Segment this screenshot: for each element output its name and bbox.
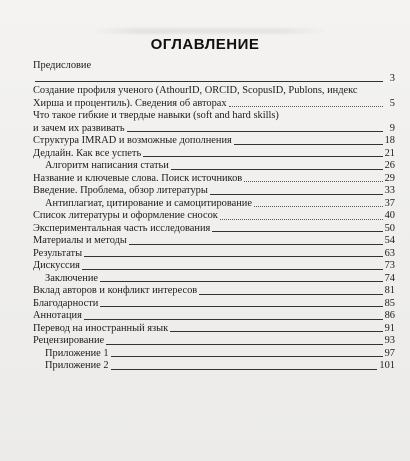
- toc-page-number: 101: [379, 360, 395, 371]
- toc-entry-title: Аннотация: [33, 310, 82, 321]
- toc-leader: [111, 369, 378, 370]
- table-of-contents: [33, 60, 395, 373]
- toc-leader: [254, 206, 383, 207]
- toc-page-number: 9: [389, 122, 395, 134]
- toc-entry[interactable]: [33, 173, 395, 186]
- toc-entry-title-first-line: Что такое гибкие и твердые навыки (soft and hard skills): [33, 110, 279, 121]
- bleed-through-text: [90, 28, 330, 34]
- toc-entry-title: Экспериментальная часть исследования: [33, 222, 211, 234]
- toc-page-number: 50: [384, 222, 395, 234]
- toc-leader: [229, 106, 383, 107]
- toc-entry[interactable]: [33, 298, 395, 311]
- toc-entry[interactable]: [33, 310, 395, 323]
- toc-page-number: 37: [384, 197, 395, 209]
- toc-entry[interactable]: [33, 160, 395, 173]
- toc-leader: [100, 306, 382, 307]
- toc-page-number: 29: [384, 172, 395, 184]
- toc-entry[interactable]: [33, 348, 395, 361]
- toc-page-number: 26: [384, 160, 395, 171]
- toc-entry-title: Перевод на иностранный язык: [33, 322, 169, 334]
- toc-leader: [171, 169, 383, 170]
- toc-leader: [143, 156, 382, 157]
- toc-page-number: 81: [384, 285, 395, 296]
- toc-entry-title: Благодарности: [33, 297, 99, 309]
- toc-entry-title-first-line: Создание профиля ученого (AthourID, ORCID, ScopusID, Publons, индекс: [33, 85, 358, 96]
- toc-page-number: 63: [384, 247, 395, 259]
- toc-entry-title: Приложение 2: [45, 360, 109, 371]
- toc-entry[interactable]: [33, 235, 395, 248]
- toc-entry-title: Заключение: [45, 272, 98, 284]
- toc-leader: [35, 81, 383, 82]
- toc-entry[interactable]: [33, 110, 395, 135]
- toc-entry-title: Рецензирование: [33, 335, 105, 346]
- toc-entry-title: Антиплагиат, цитирование и самоцитирование: [45, 197, 252, 209]
- toc-entry-title: Введение. Проблема, обзор литературы: [33, 185, 208, 196]
- toc-entry[interactable]: [33, 223, 395, 236]
- toc-leader: [234, 144, 383, 145]
- toc-entry[interactable]: [33, 198, 395, 211]
- toc-page-number: 85: [384, 297, 395, 309]
- toc-leader: [220, 219, 383, 220]
- toc-entry[interactable]: [33, 210, 395, 223]
- toc-leader: [111, 356, 383, 357]
- toc-page-number: 33: [384, 185, 395, 196]
- toc-page-number: 54: [384, 235, 395, 246]
- toc-leader: [210, 194, 383, 195]
- toc-entry[interactable]: [33, 285, 395, 298]
- toc-entry[interactable]: [33, 148, 395, 161]
- toc-leader: [170, 331, 382, 332]
- toc-entry[interactable]: [33, 273, 395, 286]
- toc-entry-title: и зачем их развивать: [33, 122, 125, 134]
- toc-leader: [127, 131, 383, 132]
- toc-page-number: 18: [384, 135, 395, 146]
- page-title: ОГЛАВЛЕНИЕ: [150, 36, 260, 53]
- toc-page-number: 91: [384, 322, 395, 334]
- toc-page-number: 97: [384, 347, 395, 359]
- toc-page-number: 93: [384, 335, 395, 346]
- toc-entry-title-first-line: Предисловие: [33, 60, 92, 71]
- toc-entry[interactable]: [33, 335, 395, 348]
- toc-entry-title: Материалы и методы: [33, 235, 127, 246]
- toc-entry-title: Дискуссия: [33, 260, 80, 271]
- toc-entry-title: Дедлайн. Как все успеть: [33, 147, 142, 159]
- toc-entry[interactable]: [33, 323, 395, 336]
- toc-leader: [106, 344, 382, 345]
- toc-entry-title: Вклад авторов и конфликт интересов: [33, 285, 198, 296]
- toc-entry[interactable]: [33, 248, 395, 261]
- toc-entry-title: Приложение 1: [45, 347, 109, 359]
- toc-entry[interactable]: [33, 260, 395, 273]
- toc-entry-title: Алгоритм написания статьи: [45, 160, 169, 171]
- toc-entry-title: Структура IMRAD и возможные дополнения: [33, 135, 232, 146]
- toc-leader: [129, 244, 383, 245]
- toc-entry[interactable]: [33, 185, 395, 198]
- toc-leader: [244, 181, 382, 182]
- toc-entry-title: Название и ключевые слова. Поиск источников: [33, 172, 243, 184]
- toc-entry-title: Хирша и процентиль). Сведения об авторах: [33, 97, 227, 109]
- toc-page-number: 5: [389, 97, 395, 109]
- toc-leader: [82, 269, 383, 270]
- toc-entry[interactable]: [33, 85, 395, 110]
- toc-entry[interactable]: [33, 135, 395, 148]
- toc-entry[interactable]: [33, 60, 395, 85]
- toc-entry[interactable]: [33, 360, 395, 373]
- toc-entry-title: Результаты: [33, 247, 83, 259]
- toc-page-number: 40: [384, 210, 395, 221]
- toc-page-number: 21: [384, 147, 395, 159]
- toc-leader: [84, 319, 383, 320]
- toc-entry-title: Список литературы и оформление сносок: [33, 210, 218, 221]
- toc-leader: [212, 231, 382, 232]
- toc-page-number: 86: [384, 310, 395, 321]
- toc-page-number: 73: [384, 260, 395, 271]
- toc-leader: [199, 294, 382, 295]
- toc-page-number: 74: [384, 272, 395, 284]
- toc-leader: [84, 256, 383, 257]
- toc-leader: [100, 281, 383, 282]
- toc-page-number: 3: [389, 72, 395, 84]
